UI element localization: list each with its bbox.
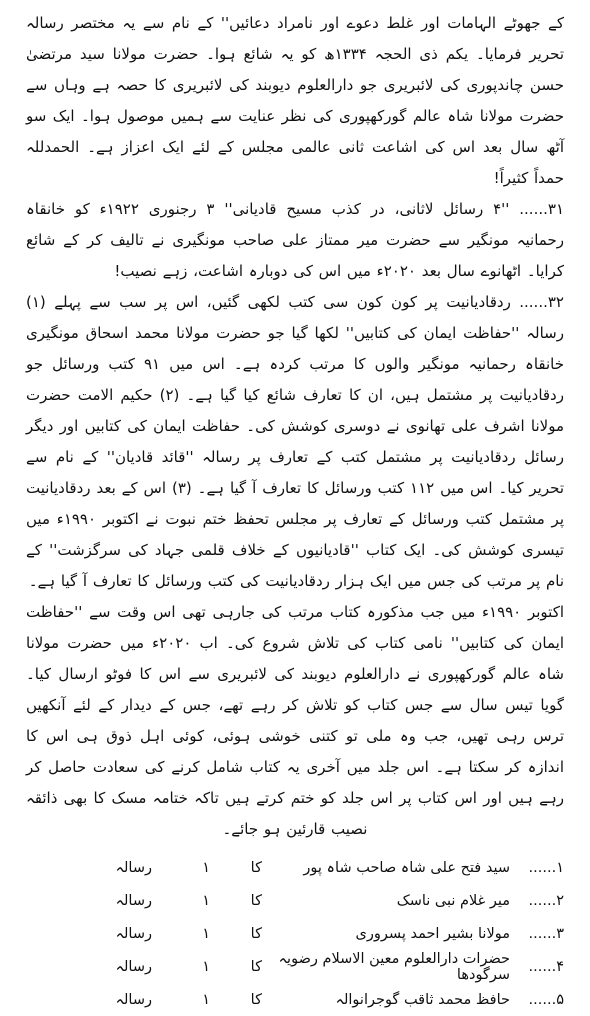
list-item-connector: کا xyxy=(250,859,262,876)
list-item-number: ۱...... xyxy=(528,859,564,876)
list-item-number: ۵...... xyxy=(528,991,564,1008)
paragraph-intro: کے جھوٹے الہامات اور غلط دعوے اور نامراد دعائیں'' کے نام سے یہ مختصر رسالہ تحریر فرمایا۔ یکم ذی الحجہ ۱۳۳۴ھ کو یہ شائع ہوا۔ حضرت مولانا سید مرتضیٰ حسن چاندپوری کی لائبریری جو دارالعلوم دیوبند کی لائبریری کا حصہ ہے وہاں سے حضرت مولانا شاہ عالم گورکھپوری کی نظر عنایت سے ہمیں موصول ہوا۔ ایک سو آٹھ سال بعد اس کی اشاعت ثانی عالمی مجلس کے لئے ایک اعزاز ہے۔ الحمدللہ حمداً کثیراً! xyxy=(26,14,564,187)
paragraph-31: ۳۱...... ''۴ رسائل لاثانی، در کذب مسیح قادیانی'' ۳ رجنوری ۱۹۲۲ء کو خانقاہ رحمانیہ مونگیر سے حضرت میر ممتاز علی صاحب مونگیری نے تالیف کر کے شائع کرایا۔ اٹھانوے سال بعد ۲۰۲۰ء میں اس کی دوبارہ اشاعت، زہے نصیب! xyxy=(26,200,565,280)
list-item-type: رسالہ xyxy=(115,925,152,942)
list-item-count: ۱ xyxy=(202,892,210,909)
book-list xyxy=(26,851,564,1016)
list-item xyxy=(26,983,564,1016)
list-item-type: رسالہ xyxy=(115,892,152,909)
list-item xyxy=(26,950,564,983)
paragraph-32: ۳۲...... ردقادیانیت پر کون کون سی کتب لکھی گئیں، اس پر سب سے پہلے (۱) رسالہ ''حفاظت ایمان کی کتابیں'' لکھا گیا جو حضرت مولانا محمد اسحاق مونگیری خانقاہ رحمانیہ مونگیر والوں کا مرتب کردہ ہے۔ اس میں ۹۱ کتب ورسائل جو ردقادیانیت پر مشتمل ہیں، ان کا تعارف شائع کیا گیا ہے۔ (۲) حکیم الامت حضرت مولانا اشرف علی تھانوی نے دوسری کوشش کی۔ حفاظت ایمان کی کتابیں اور دیگر رسائل ردقادیانیت پر مشتمل کتب کے تعارف پر رسالہ ''قائد قادیان'' کے نام سے تحریر کیا۔ اس میں ۱۱۲ کتب ورسائل کا تعارف آ گیا ہے۔ (۳) اس کے بعد ردقادیانیت پر مشتمل کتب ورسائل کے تعارف پر مجلس تحفظ ختم نبوت نے اکتوبر ۱۹۹۰ء میں تیسری کوشش کی۔ ایک کتاب ''قادیانیوں کے خلاف قلمی جہاد کی سرگزشت'' کے نام پر مرتب کی جس میں ایک ہزار ردقادیانیت کی کتب ورسائل کا تعارف آ گیا ہے۔ xyxy=(26,293,564,590)
document-page xyxy=(26,8,565,1008)
list-item-count: ۱ xyxy=(202,991,210,1008)
list-item-connector: کا xyxy=(250,991,262,1008)
list-item-author: حافظ محمد ثاقب گوجرانوالہ xyxy=(335,991,510,1008)
list-item-type: رسالہ xyxy=(115,991,152,1008)
list-item-count: ۱ xyxy=(202,925,210,942)
list-item-count: ۱ xyxy=(202,958,210,975)
list-item-count: ۱ xyxy=(202,859,210,876)
list-item-number: ۳...... xyxy=(528,925,564,942)
list-item-number: ۴...... xyxy=(528,958,564,975)
list-item-number: ۲...... xyxy=(528,892,564,909)
list-item-author: مولانا بشیر احمد پسروری xyxy=(355,925,510,942)
list-item xyxy=(26,917,564,950)
paragraph-october-1990: اکتوبر ۱۹۹۰ء میں جب مذکورہ کتاب مرتب کی جارہی تھی اس وقت سے ''حفاظت ایمان کی کتابیں'' نامی کتاب کی تلاش شروع کی۔ اب ۲۰۲۰ء میں حضرت مولانا شاہ عالم گورکھپوری نے دارالعلوم دیوبند کی لائبریری سے اس کا فوٹو ارسال کیا۔ گویا تیس سال سے جس کتاب کو تلاش کر رہے تھے، جس کے دیدار کے لئے آنکھیں ترس رہی تھیں، جب وہ ملی تو کتنی خوشی ہوئی، کوئی اہل ذوق ہی اس کا اندازہ کر سکتا ہے۔ اس جلد میں آخری یہ کتاب شامل کرنے کی سعادت حاصل کر رہے ہیں اور اس کتاب پر اس جلد کو ختم کرتے ہیں تاکہ ختامہ مسک کا بھی ذائقہ نصیب قارئین ہو جائے۔ xyxy=(26,603,565,838)
list-item-author: سید فتح علی شاہ صاحب شاہ پور xyxy=(303,859,510,876)
list-item-type: رسالہ xyxy=(115,958,152,975)
list-item-connector: کا xyxy=(250,892,262,909)
list-item-author: حضرات دارالعلوم معین الاسلام رضویہ سرگودھا xyxy=(278,950,510,983)
list-item-connector: کا xyxy=(250,958,262,975)
list-item-type: رسالہ xyxy=(115,859,152,876)
list-item-author: میر غلام نبی ناسک xyxy=(396,892,510,909)
list-item xyxy=(26,851,564,884)
list-item-connector: کا xyxy=(250,925,262,942)
list-item xyxy=(26,884,564,917)
